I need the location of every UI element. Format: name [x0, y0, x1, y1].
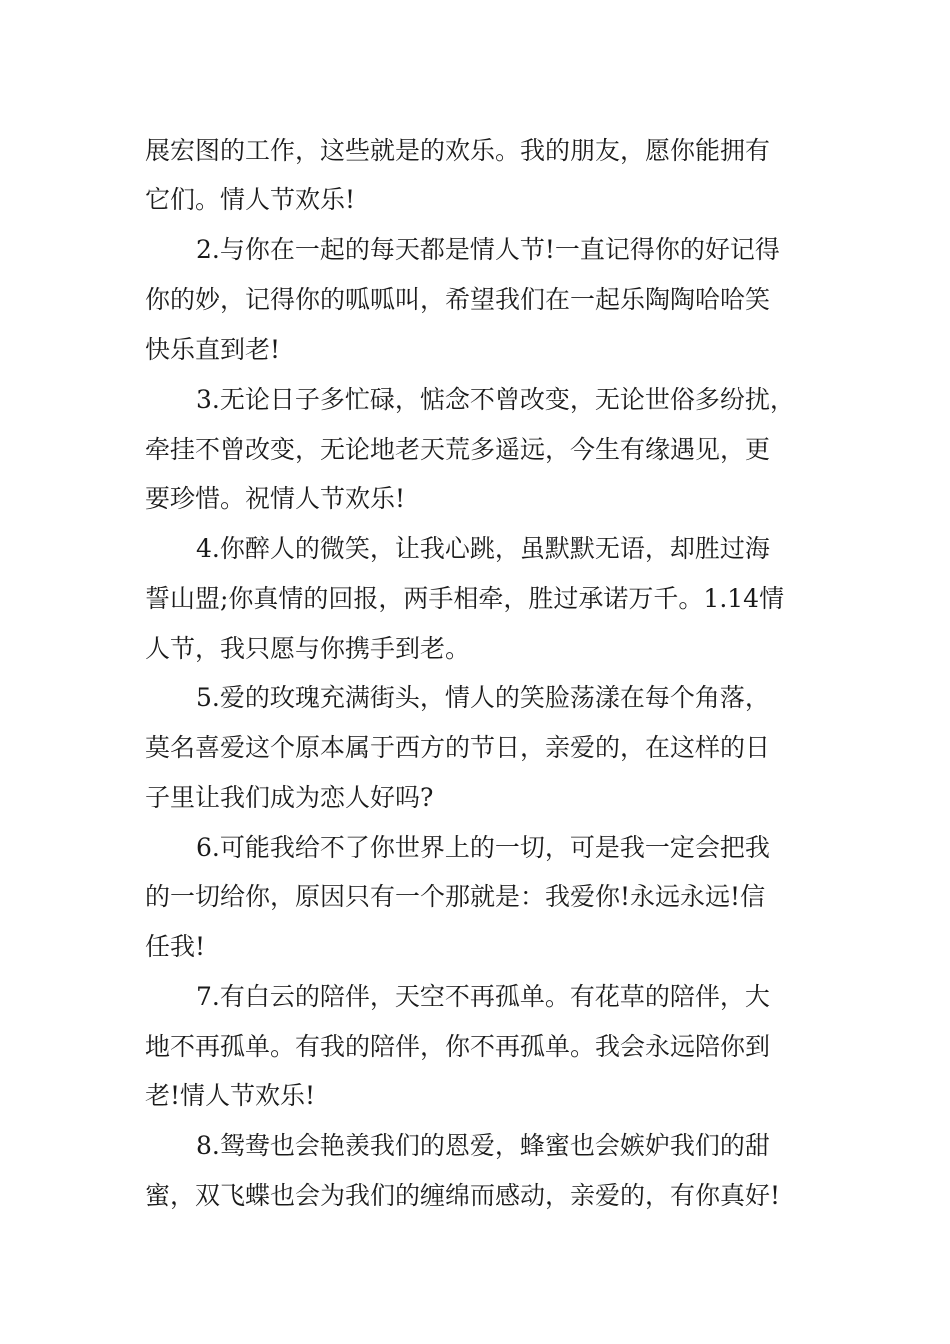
text-line: 誓山盟;你真情的回报，两手相牵，胜过承诺万千。1.14情	[145, 584, 785, 613]
paragraph-start-line: 4.你醉人的微笑，让我心跳，虽默默无语，却胜过海	[196, 534, 770, 563]
text-line: 你的妙，记得你的呱呱叫，希望我们在一起乐陶陶哈哈笑	[145, 285, 771, 314]
text-line: 蜜，双飞蝶也会为我们的缠绵而感动，亲爱的，有你真好!	[145, 1181, 781, 1210]
paragraph-start-line: 6.可能我给不了你世界上的一切，可是我一定会把我	[196, 833, 770, 862]
text-line: 老!情人节欢乐!	[145, 1081, 316, 1110]
text-line: 莫名喜爱这个原本属于西方的节日，亲爱的，在这样的日	[145, 733, 771, 762]
text-line: 子里让我们成为恋人好吗?	[145, 783, 434, 812]
paragraph-start-line: 5.爱的玫瑰充满街头，情人的笑脸荡漾在每个角落，	[196, 683, 770, 712]
paragraph-start-line: 7.有白云的陪伴，天空不再孤单。有花草的陪伴，大	[196, 982, 770, 1011]
text-line: 的一切给你，原因只有一个那就是：我爱你!永远永远!信	[145, 882, 766, 911]
text-line: 快乐直到老!	[145, 335, 281, 364]
text-line: 地不再孤单。有我的陪伴，你不再孤单。我会永远陪你到	[145, 1032, 771, 1061]
paragraph-start-line: 3.无论日子多忙碌，惦念不曾改变，无论世俗多纷扰，	[196, 385, 795, 414]
paragraph-start-line: 2.与你在一起的每天都是情人节!一直记得你的好记得	[196, 235, 780, 264]
text-line: 要珍惜。祝情人节欢乐!	[145, 484, 406, 513]
text-line: 牵挂不曾改变，无论地老天荒多遥远，今生有缘遇见，更	[145, 435, 771, 464]
text-line: 展宏图的工作，这些就是的欢乐。我的朋友，愿你能拥有	[145, 136, 771, 165]
text-line: 任我!	[145, 932, 206, 961]
text-line: 人节，我只愿与你携手到老。	[145, 634, 471, 663]
paragraph-start-line: 8.鸳鸯也会艳羡我们的恩爱，蜂蜜也会嫉妒我们的甜	[196, 1131, 770, 1160]
text-line: 它们。情人节欢乐!	[145, 185, 356, 214]
